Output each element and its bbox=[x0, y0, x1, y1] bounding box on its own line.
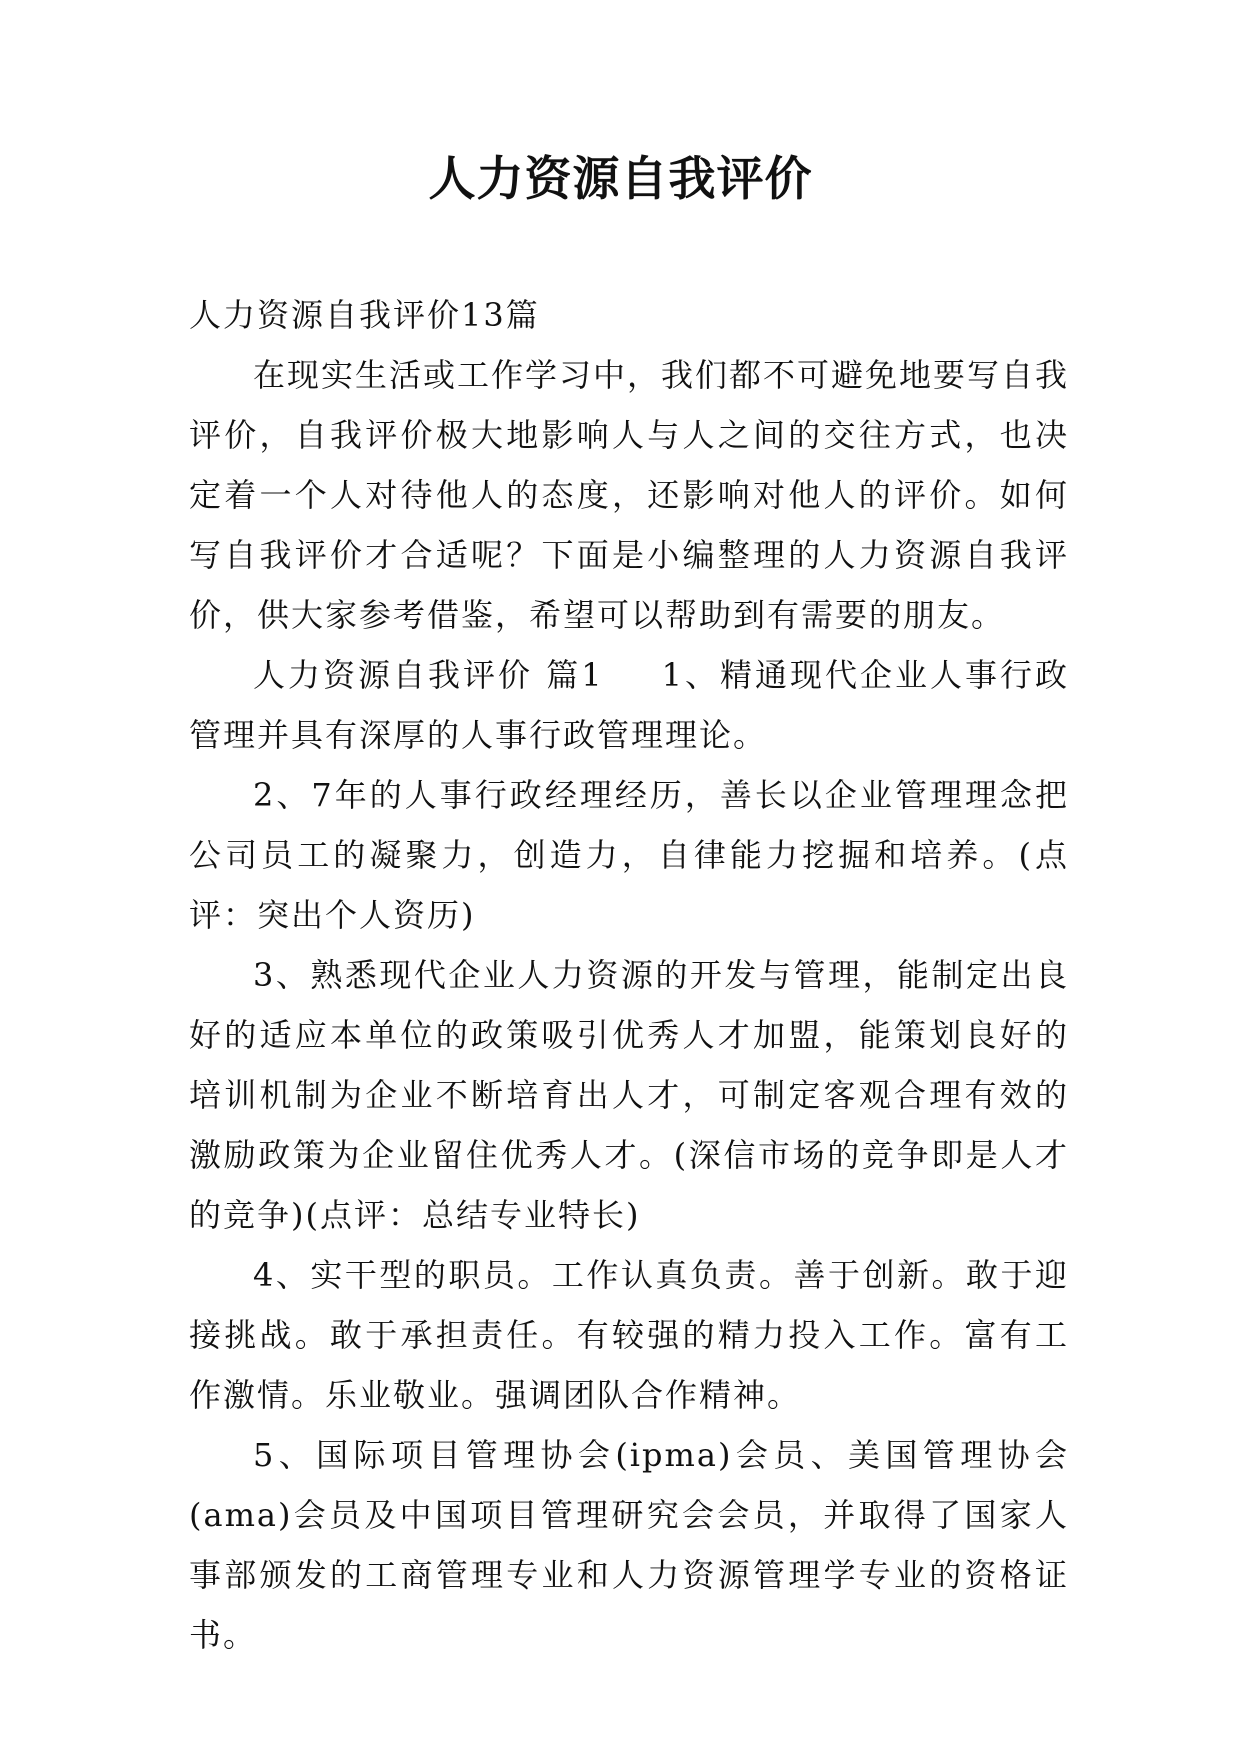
intro-paragraph: 在现实生活或工作学习中，我们都不可避免地要写自我评价，自我评价极大地影响人与人之间的交往方式，也决定着一个人对待他人的态度，还影响对他人的评价。如何写自我评价才合适呢？下面是小编整理的人力资源自我评价，供大家参考借鉴，希望可以帮助到有需要的朋友。 bbox=[189, 356, 1070, 634]
item-5: 5、国际项目管理协会(ipma)会员、美国管理协会(ama)会员及中国项目管理研究会会员，并取得了国家人事部颁发的工商管理专业和人力资源管理学专业的资格证书。 bbox=[189, 1436, 1069, 1654]
section-label: 人力资源自我评价 篇1 bbox=[253, 656, 604, 694]
section-1-paragraph bbox=[189, 645, 1069, 765]
item-2: 2、7年的人事行政经理经历，善长以企业管理理念把公司员工的凝聚力，创造力，自律能力挖掘和培养。(点评：突出个人资历) bbox=[189, 776, 1069, 934]
document-title: 人力资源自我评价 bbox=[428, 152, 813, 207]
item-1: 1、精通现代企业人事行政管理并具有深厚的人事行政管理理论。 bbox=[189, 656, 1069, 754]
document-body bbox=[189, 285, 1069, 1665]
document-subtitle: 人力资源自我评价13篇 bbox=[189, 296, 540, 334]
item-3: 3、熟悉现代企业人力资源的开发与管理，能制定出良好的适应本单位的政策吸引优秀人才加盟，能策划良好的培训机制为企业不断培育出人才，可制定客观合理有效的激励政策为企业留住优秀人才。(深信市场的竞争即是人才的竞争)(点评：总结专业特长) bbox=[189, 956, 1069, 1234]
item-4: 4、实干型的职员。工作认真负责。善于创新。敢于迎接挑战。敢于承担责任。有较强的精力投入工作。富有工作激情。乐业敬业。强调团队合作精神。 bbox=[189, 1256, 1069, 1414]
